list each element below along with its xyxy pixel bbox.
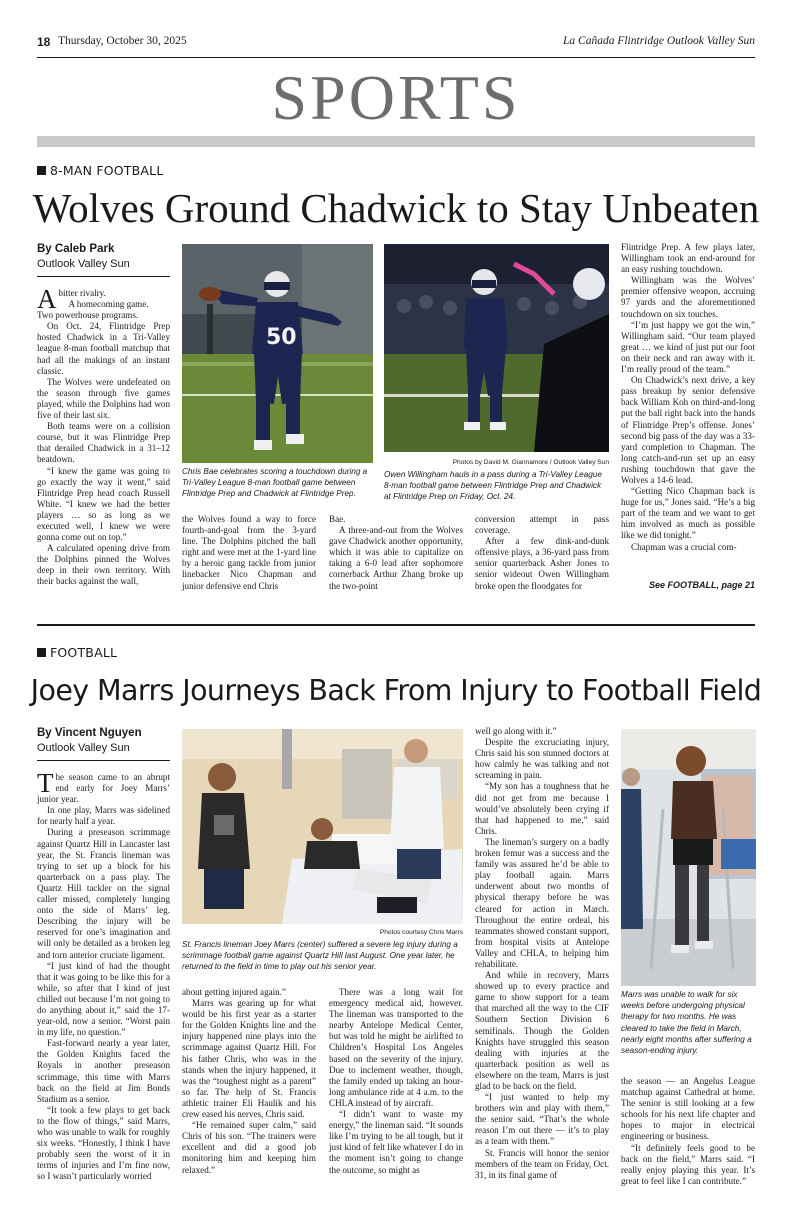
story2-caption-2: Marrs was unable to walk for six weeks before undergoing physical therapy for two months. He was cleared to take the field in March, nearly eight months after suffering a season-ending injury. [621, 990, 752, 1056]
jersey-number: 50 [266, 325, 297, 350]
story1-column-4 [475, 514, 609, 592]
paragraph: the season — an Angelus League matchup against Cathedral at home. The senior is still looking at a few schools for his next life chapter and hopes to major in electrical engineering or business. [621, 1076, 755, 1142]
paragraph: The lineman’s surgery on a badly broken femur was a success and the family was assured he’d be able to play football again. Marrs underwent about two months of physical therapy before he was cleared for action in March. Throughout the entire ordeal, his teammates showed constant support, from hospital visits at Antelope Valley and CHLA, to helping him rehabilitate. [475, 836, 609, 969]
story2-photo-1 [182, 729, 463, 924]
story2-dropcap: T [37, 768, 54, 798]
paragraph: On Chadwick’s next drive, a key pass breakup by senior defensive back William Koh on third-and-long put the ball right back into the hands of Flintridge Prep’s offense. Jones’ second big pass of the day was a 33-yard completion to Chapman. The long catch-and-run set up an easy rushing touchdown that gave the Wolves a 14-6 lead. [621, 375, 755, 485]
byline-rule [37, 760, 170, 761]
paragraph: about getting injured again.” [182, 987, 287, 997]
paragraph: Flintridge Prep. A few plays later, Willingham took an end-around for an easy rushing touchdown. [621, 242, 755, 275]
paragraph: The Wolves were undefeated on the season through five games played, while the Dolphins had won five of their last six. [37, 376, 170, 421]
story1-column-5 [621, 242, 755, 553]
paragraph: well go along with it.” [475, 726, 557, 736]
paragraph: In one play, Marrs was sidelined for nearly half a year. [37, 805, 170, 827]
section-title: SPORTS [271, 62, 521, 133]
issue-date: Thursday, October 30, 2025 [58, 35, 187, 47]
paragraph: On Oct. 24, Flintridge Prep hosted Chadwick in a Tri-Valley league 8-man football matchup that had all the makings of an instant classic. [37, 321, 170, 376]
paragraph: “It took a few plays to get back to the flow of things,” said Marrs, who was unable to walk for roughly six weeks. “Honestly, I think I have probably seen the worst of it in terms of injuries and I’m fine now, so I wasn’t particularly worried [37, 1104, 170, 1182]
story1-column-1 [37, 284, 170, 588]
paragraph: A calculated opening drive from the Dolphins pinned the Wolves deep in their own territory. With their backs against the wall, [37, 543, 170, 587]
story1-caption-1: Chris Bae celebrates scoring a touchdown during a Tri-Valley League 8-man football game between Flintridge Prep and Chadwick at Flintridge Prep. [182, 467, 368, 499]
story1-kicker [37, 163, 163, 178]
paragraph: After a few dink-and-dunk offensive plays, a 36-yard pass from senior quarterback Asher Jones to senior wideout Owen Willingham broke open the floodgates for [475, 536, 609, 591]
paragraph: During a preseason scrimmage against Quartz Hill in Lancaster last year, the St. Francis lineman was trying to set up a block for his quarterback on a pass play. The Quartz Hill tackler on the signal caller missed, completely lunging onto the side of Marrs’ leg. Describing the injury will be reserved for one’s imagination and will only be detailed as a broken leg and torn anterior cruciate ligament. [37, 827, 170, 960]
paragraph: Marrs was gearing up for what would be his first year as a starter for the Golden Knights line and the injury happened nine plays into the scrimmage against Quartz Hill. For his father Chris, who was in the stands when the injury happened, it was the “toughest night as a parent” so far. The help of St. Francis athletic trainer Eli Haulik and his crew eased his nerves, Chris said. [182, 998, 316, 1120]
paragraph: “Getting Nico Chapman back is huge for us,” Jones said. “He’s a big part of the team and we want to get him involved as much as possible like we did tonight.” [621, 486, 755, 541]
paragraph: bitter rivalry. [58, 288, 106, 298]
paragraph: “He remained super calm,” said Chris of his son. “The trainers were excellent and did a good job monitoring him and keeping him relaxed.” [182, 1120, 316, 1175]
paragraph: “It definitely feels good to be back on the field,” Marrs said. “I really enjoy playing this year. It’s great to feel like I can contribute.” [621, 1142, 755, 1186]
paragraph: Chapman was a crucial com- [631, 541, 737, 552]
paragraph: There was a long wait for emergency medical aid, however. The lineman was transported to the nearby Antelope Medical Center, but was told he might be airlifted to Children’s Hospital Los Angeles based on the severity of the injury. Due to inclement weather, though, the family ended up taking an hour-long ambulance ride at 4 a.m. to the CHLA instead of by aircraft. [329, 987, 463, 1108]
paragraph: And while in recovery, Marrs showed up to every practice and game to show support for a team that marched all the way to the CIF Southern Section Division 6 semifinals. Though the Golden Knights have struggled this season dealing with injuries at the quarterback position as well as elsewhere on the team, Marrs is just glad to be back on the field. [475, 970, 609, 1091]
story2-column-3 [329, 987, 463, 1176]
story-divider [37, 624, 755, 626]
story1-dropcap: A [37, 284, 57, 314]
story1-caption-2: Owen Willingham hauls in a pass during a Tri-Valley League 8-man football game between Flintridge Prep and Chadwick at Flintridge Prep on Friday, Oct. 24. [384, 470, 602, 502]
paragraph: “I didn’t want to waste my energy,” the lineman said. “It sounds like I’m trying to be all tough, but it just kind of felt like whatever I do in the moment isn’t going to change the outcome, so might as [329, 1109, 463, 1175]
story2-headline: Joey Marrs Journeys Back From Injury to Football Field [30, 674, 762, 707]
byline-rule [37, 276, 170, 277]
paragraph: “I’m just happy we got the win,” Willingham said. “Our team played great … we kind of just put our foot on their neck and ran away with it. I’m really proud of the team.” [621, 319, 755, 375]
paragraph: “I just kind of had the thought that it was going to be like this for a while, so after that I kind of just chilled out because I’m not going to do anything about it,” said the 17-year-old, now a senior. “Worst pain in my life, no question.” [37, 960, 170, 1038]
paragraph: Two powerhouse programs. [37, 310, 139, 321]
paragraph: he season came to an abrupt end early for Joey Marrs’ junior year. [37, 772, 170, 805]
paragraph: the Wolves found a way to force fourth-and-goal from the 3-yard line. The Dolphins pitched the ball right and were met at the 1-yard line by a heroic gang tackle from junior linebacker Nico Chapman and junior defensive end Chris [182, 514, 316, 591]
paragraph: “I just wanted to help my brothers win and play with them,” the senior said. “That’s the whole reason I’m out there — it’s to play as a team with them.” [475, 1092, 609, 1147]
story2-photo-2 [621, 729, 756, 986]
story2-kicker [37, 645, 117, 660]
paragraph: Fast-forward nearly a year later, the Golden Knights faced the Royals in another preseason scrimmage, this time with Marrs back on the field at Jim Bonds Stadium as a senior. [37, 1038, 170, 1104]
paragraph: “My son has a toughness that he did not get from me because I would’ve absolutely been crying if that had happened to me,” said Chris. [475, 781, 609, 836]
story1-column-2 [182, 514, 316, 592]
paragraph: A homecoming game. [68, 299, 149, 310]
paragraph: A three-and-out from the Wolves gave Chadwick another opportunity, which it was able to capitalize on taking a 6-0 lead after sophomore cornerback Arthur Zhang broke up the two-point [329, 525, 463, 591]
story1-photo-1 [182, 244, 373, 463]
paragraph: St. Francis will honor the senior members of the team on Friday, Oct. 31, in its final game of [475, 1147, 609, 1180]
story1-byline-name: By Caleb Park [37, 243, 115, 255]
paragraph: Both teams were on a collision course, but it was Flintridge Prep that derailed Chadwick in a 31–12 beatdown. [37, 421, 170, 465]
paragraph: Despite the excruciating injury, Chris said his son stunned doctors at how calmly he was talking and not screaming in pain. [475, 737, 609, 781]
page-number: 18 [37, 35, 51, 49]
story2-column-1 [37, 768, 170, 1182]
story1-headline: Wolves Ground Chadwick to Stay Unbeaten [32, 185, 760, 231]
kicker-square-icon [37, 166, 46, 175]
paragraph: Willingham was the Wolves’ premier offensive weapon, accruing 97 yards and the aforementioned touchdown on six touches. [621, 275, 755, 319]
story2-photo-credit: Photos courtesy Chris Marrs [379, 929, 463, 936]
publication-name: La Cañada Flintridge Outlook Valley Sun [563, 35, 755, 47]
kicker-label: FOOTBALL [50, 645, 118, 660]
story2-caption-1: St. Francis lineman Joey Marrs (center) suffered a severe leg injury during a scrimmage football game against Quartz Hill last August. One year later, he returned to the field in time to play out his senior year. [182, 940, 458, 972]
paragraph: “I knew the game was going to go exactly the way it went,” said Flintridge Prep head coach Russell White. “I knew we had the better players … so as long as we executed well, I knew we were gonna come out on top.” [37, 465, 170, 543]
header-rule [37, 57, 755, 58]
kicker-label: 8-MAN FOOTBALL [50, 163, 164, 178]
story1-photo-credit: Photos by David M. Giannamore / Outlook Valley Sun [452, 459, 609, 466]
story1-jump-link[interactable]: See FOOTBALL, page 21 [648, 580, 755, 590]
story1-byline-pub: Outlook Valley Sun [37, 258, 130, 270]
story2-byline-name: By Vincent Nguyen [37, 727, 142, 739]
paragraph: Bae. [329, 514, 346, 524]
story2-column-5 [621, 1076, 755, 1187]
story2-column-2 [182, 987, 316, 1176]
story1-photo-2 [384, 244, 609, 452]
story1-column-3 [329, 514, 463, 592]
story2-column-4 [475, 726, 609, 1181]
section-bar [37, 136, 755, 147]
kicker-square-icon [37, 648, 46, 657]
paragraph: conversion attempt in pass coverage. [475, 514, 609, 536]
story2-byline-pub: Outlook Valley Sun [37, 742, 130, 754]
